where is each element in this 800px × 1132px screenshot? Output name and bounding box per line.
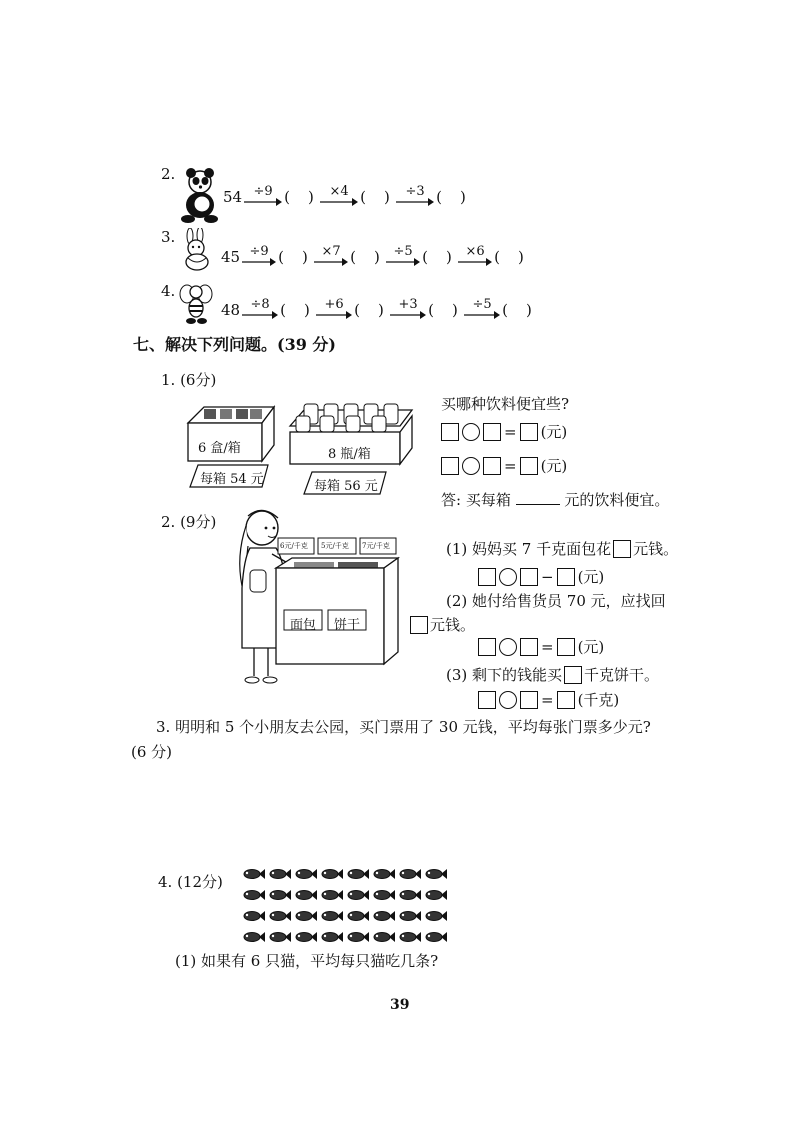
q2-part1-suffix: 元钱。 xyxy=(633,540,679,558)
q2-eq3-operator[interactable] xyxy=(499,691,517,709)
q2-eq2-unit: (元) xyxy=(577,638,605,656)
chain-3-blank-2[interactable]: ( ) xyxy=(350,248,380,266)
chain-2-blank-3[interactable]: ( ) xyxy=(436,188,466,206)
chain-4-op-3: +3 xyxy=(390,298,426,319)
q1-eq1-box-2[interactable] xyxy=(483,423,501,441)
fish-icon xyxy=(270,932,291,942)
fish-icon xyxy=(400,932,421,942)
fish-icon xyxy=(348,890,369,900)
q2-part1-blank[interactable] xyxy=(613,540,631,558)
fish-icon xyxy=(426,911,447,921)
fish-icon xyxy=(400,890,421,900)
q2-eq3-box-2[interactable] xyxy=(520,691,538,709)
page-number: 39 xyxy=(390,997,410,1013)
chain-4-start: 48 xyxy=(221,301,241,319)
q1-eq2-result[interactable] xyxy=(520,457,538,475)
q2-part3-suffix: 千克饼干。 xyxy=(584,666,660,684)
chain-4-number: 4. xyxy=(161,282,176,300)
chain-2-op-2: ×4 xyxy=(320,185,358,206)
q2-eq2-operator[interactable] xyxy=(499,638,517,656)
q1-equation-1 xyxy=(441,421,567,442)
chain-3-number: 3. xyxy=(161,228,176,246)
q1-label: 1. (6分) xyxy=(161,371,217,389)
q1-answer-prefix: 答: 买每箱 xyxy=(441,491,511,509)
chain-3-op-4: ×6 xyxy=(458,245,492,266)
q1-answer-blank[interactable] xyxy=(516,490,560,505)
chain-2 xyxy=(223,185,470,206)
fish-icon xyxy=(400,869,421,879)
q2-eq1-result[interactable] xyxy=(557,568,575,586)
q1-eq1-box-1[interactable] xyxy=(441,423,459,441)
chain-3-blank-1[interactable]: ( ) xyxy=(278,248,308,266)
chain-4-blank-1[interactable]: ( ) xyxy=(280,301,310,319)
q2-equation-1 xyxy=(478,566,604,587)
q2-equation-2 xyxy=(478,636,604,657)
chain-2-blank-2[interactable]: ( ) xyxy=(360,188,390,206)
shop-counter-illustration xyxy=(272,536,402,672)
q2-eq1-box-2[interactable] xyxy=(520,568,538,586)
shelf-tag-3: 7元/千克 xyxy=(362,542,390,550)
q2-part1 xyxy=(446,538,678,559)
sign-biscuit: 饼干 xyxy=(334,618,361,633)
chain-3-start: 45 xyxy=(221,248,241,266)
q3-score: (6 分) xyxy=(131,743,173,761)
q2-part2: (2) 她付给售货员 70 元，应找回 xyxy=(446,592,666,610)
fish-icon xyxy=(322,890,343,900)
fish-icon xyxy=(244,890,265,900)
q2-part3 xyxy=(446,664,659,685)
q1-answer-suffix: 元的饮料便宜。 xyxy=(564,491,670,509)
fish-icon xyxy=(348,911,369,921)
chain-4-op-1: ÷8 xyxy=(242,298,278,319)
chain-4-op-4: ÷5 xyxy=(464,298,500,319)
q4-label: 4. (12分) xyxy=(158,873,223,891)
chain-3-blank-3[interactable]: ( ) xyxy=(422,248,452,266)
q1-eq2-box-1[interactable] xyxy=(441,457,459,475)
fish-icon xyxy=(244,869,265,879)
q1-eq2-operator[interactable] xyxy=(462,457,480,475)
q2-eq1-unit: (元) xyxy=(577,568,605,586)
box-a-label: 6 盒/箱 xyxy=(198,441,241,456)
fish-grid xyxy=(243,866,453,954)
q2-eq2-result[interactable] xyxy=(557,638,575,656)
fish-icon xyxy=(270,890,291,900)
q3-text: 3. 明明和 5 个小朋友去公园，买门票用了 30 元钱，平均每张门票多少元? xyxy=(156,718,651,736)
q2-equation-3 xyxy=(478,689,619,710)
chain-2-number: 2. xyxy=(161,165,176,183)
chain-3 xyxy=(221,245,528,266)
rabbit-icon xyxy=(180,228,216,276)
fish-icon xyxy=(426,890,447,900)
section-7-heading: 七、解决下列问题。(39 分) xyxy=(133,335,336,354)
fish-icon xyxy=(296,890,317,900)
fish-icon xyxy=(426,869,447,879)
q1-eq2-unit: (元) xyxy=(540,457,568,475)
panda-icon xyxy=(178,168,224,228)
q2-eq1-box-1[interactable] xyxy=(478,568,496,586)
q1-answer xyxy=(441,489,669,510)
sign-bread: 面包 xyxy=(290,618,317,633)
fish-icon xyxy=(322,869,343,879)
q2-eq3-result[interactable] xyxy=(557,691,575,709)
q2-eq3-box-1[interactable] xyxy=(478,691,496,709)
price-tag-b-text: 每箱 56 元 xyxy=(314,479,378,494)
chain-4 xyxy=(221,298,536,319)
q2-part2-line2 xyxy=(410,614,475,635)
q1-eq1-equals: = xyxy=(504,422,517,441)
q2-eq1-minus: − xyxy=(541,567,554,586)
fish-icon xyxy=(400,911,421,921)
chain-3-op-3: ÷5 xyxy=(386,245,420,266)
fish-icon xyxy=(244,932,265,942)
fish-icon xyxy=(322,932,343,942)
chain-4-blank-2[interactable]: ( ) xyxy=(354,301,384,319)
fish-icon xyxy=(296,932,317,942)
chain-3-op-1: ÷9 xyxy=(242,245,276,266)
chain-3-blank-4[interactable]: ( ) xyxy=(494,248,524,266)
q1-eq1-unit: (元) xyxy=(540,423,568,441)
fish-icon xyxy=(270,869,291,879)
fish-icon xyxy=(296,869,317,879)
q2-eq2-box-2[interactable] xyxy=(520,638,538,656)
q2-eq2-box-1[interactable] xyxy=(478,638,496,656)
fish-icon xyxy=(426,932,447,942)
fish-icon xyxy=(374,869,395,879)
shelf-tag-2: 5元/千克 xyxy=(321,542,349,550)
fish-icon xyxy=(348,932,369,942)
fish-icon xyxy=(348,869,369,879)
bee-icon xyxy=(178,280,214,330)
fish-icon xyxy=(244,911,265,921)
chain-2-op-1: ÷9 xyxy=(244,185,282,206)
drink-box-a-illustration xyxy=(182,403,278,469)
chain-4-op-2: +6 xyxy=(316,298,352,319)
q1-eq2-equals: = xyxy=(504,456,517,475)
chain-2-start: 54 xyxy=(223,188,243,206)
q1-eq2-box-2[interactable] xyxy=(483,457,501,475)
q1-question: 买哪种饮料便宜些? xyxy=(441,395,570,413)
q2-eq1-operator[interactable] xyxy=(499,568,517,586)
q2-part2-suffix: 元钱。 xyxy=(430,616,476,634)
q2-part2-blank[interactable] xyxy=(410,616,428,634)
q2-eq2-equals: = xyxy=(541,637,554,656)
q2-part1-text: (1) 妈妈买 7 千克面包花 xyxy=(446,540,612,558)
chain-2-blank-1[interactable]: ( ) xyxy=(284,188,314,206)
price-tag-a-text: 每箱 54 元 xyxy=(200,472,264,487)
fish-icon xyxy=(374,932,395,942)
q2-part3-text: (3) 剩下的钱能买 xyxy=(446,666,563,684)
q4-sub1: (1) 如果有 6 只猫，平均每只猫吃几条? xyxy=(175,952,439,970)
q2-eq3-unit: (千克) xyxy=(577,691,620,709)
fish-icon xyxy=(374,911,395,921)
chain-2-op-3: ÷3 xyxy=(396,185,434,206)
fish-icon xyxy=(270,911,291,921)
q2-eq3-equals: = xyxy=(541,690,554,709)
q2-label: 2. (9分) xyxy=(161,513,217,531)
fish-icon xyxy=(322,911,343,921)
q2-part3-blank[interactable] xyxy=(564,666,582,684)
box-b-label: 8 瓶/箱 xyxy=(328,447,371,462)
q1-eq1-operator[interactable] xyxy=(462,423,480,441)
shelf-tag-1: 6元/千克 xyxy=(280,542,308,550)
fish-icon xyxy=(374,890,395,900)
q1-equation-2 xyxy=(441,455,567,476)
chain-4-blank-4[interactable]: ( ) xyxy=(502,301,532,319)
fish-icon xyxy=(296,911,317,921)
q1-eq1-result[interactable] xyxy=(520,423,538,441)
chain-4-blank-3[interactable]: ( ) xyxy=(428,301,458,319)
chain-3-op-2: ×7 xyxy=(314,245,348,266)
